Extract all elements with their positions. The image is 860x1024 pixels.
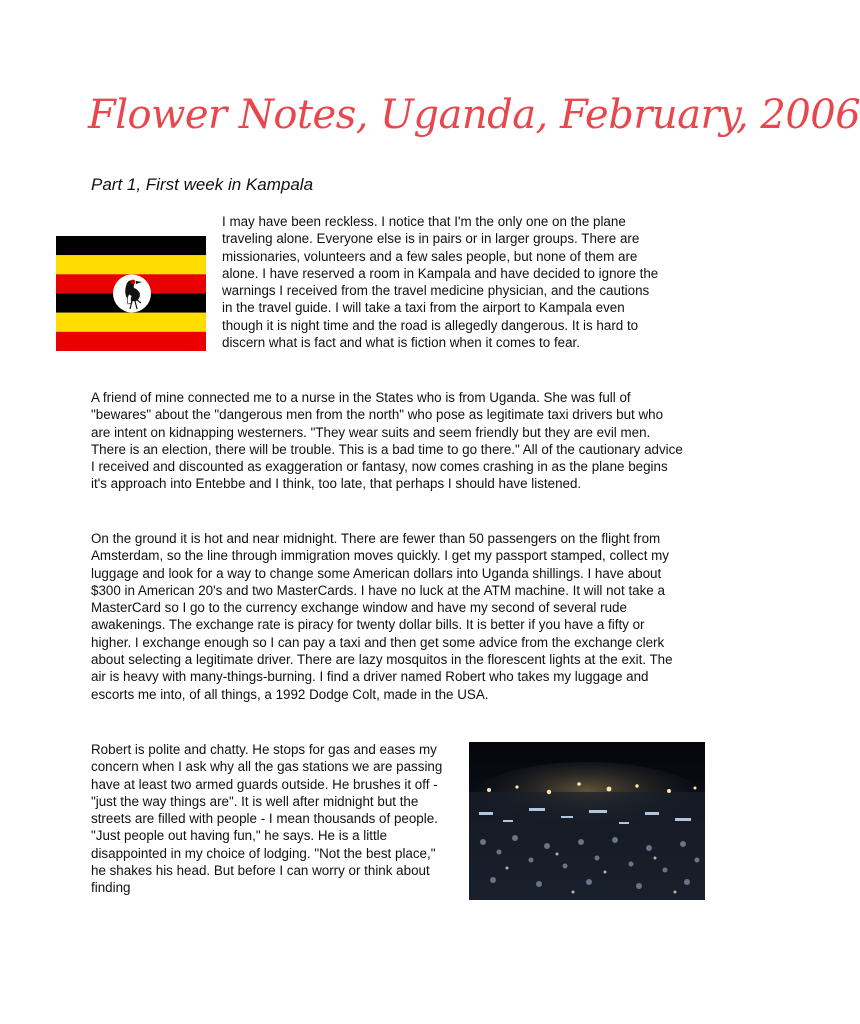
section-subtitle: Part 1, First week in Kampala bbox=[91, 175, 314, 194]
paragraph-4: Robert is polite and chatty. He stops for gas and eases my concern when I ask why all the gas stations we are passing have at least two armed guards outside. He brushes it off - "just the way things are". It is well after midnight but the streets are filled with people - I mean thousands of people. "Just people out having fun," he says. He is a little disappointed in my choice of lodging. "Not the best place," he shakes his head. But before I can worry or think about finding bbox=[91, 742, 443, 896]
uganda-flag-image bbox=[56, 236, 206, 351]
paragraph-1: I may have been reckless. I notice that I'm the only one on the plane traveling alone. Everyone else is in pairs or in larger groups. There are missionaries, volunteers and a few sales people, but none of them are alone. I have reserved a room in Kampala and have decided to ignore the warnings I received from the travel medicine physician, and the cautions in the travel guide. I will take a taxi from the airport to Kampala even though it is night time and the road is allegedly dangerous. It is hard to discern what is fact and what is fiction when it comes to fear. bbox=[222, 214, 659, 351]
page-title: Flower Notes, Uganda, February, 2006 bbox=[88, 92, 860, 138]
kampala-night-street-photo bbox=[469, 742, 705, 900]
paragraph-3: On the ground it is hot and near midnight. There are fewer than 50 passengers on the flight from Amsterdam, so the line through immigration moves quickly. I get my passport stamped, collect my luggage and look for a way to change some American dollars into Uganda shillings. I have about $300 in American 20's and two MasterCards. I have no luck at the ATM machine. It will not take a MasterCard so I go to the currency exchange window and have my second of several rude awakenings. The exchange rate is piracy for twenty dollar bills. It is better if you have a fifty or higher. I exchange enough so I can pay a taxi and then get some advice from the exchange clerk about selecting a legitimate driver. There are lazy mosquitos in the florescent lights at the exit. The air is heavy with many-things-burning. I find a driver named Robert who takes my luggage and escorts me into, of all things, a 1992 Dodge Colt, made in the USA. bbox=[91, 531, 673, 702]
paragraph-2: A friend of mine connected me to a nurse in the States who is from Uganda. She was full of "bewares" about the "dangerous men from the north" who pose as legitimate taxi drivers but who are intent on kidnapping westerners. "They wear suits and seem friendly but they are evil men. There is an election, there will be trouble. This is a bad time to go there." All of the cautionary advice I received and discounted as exaggeration or fantasy, now comes crashing in as the plane begins it's approach into Entebbe and I think, too late, that perhaps I should have listened. bbox=[91, 390, 683, 492]
